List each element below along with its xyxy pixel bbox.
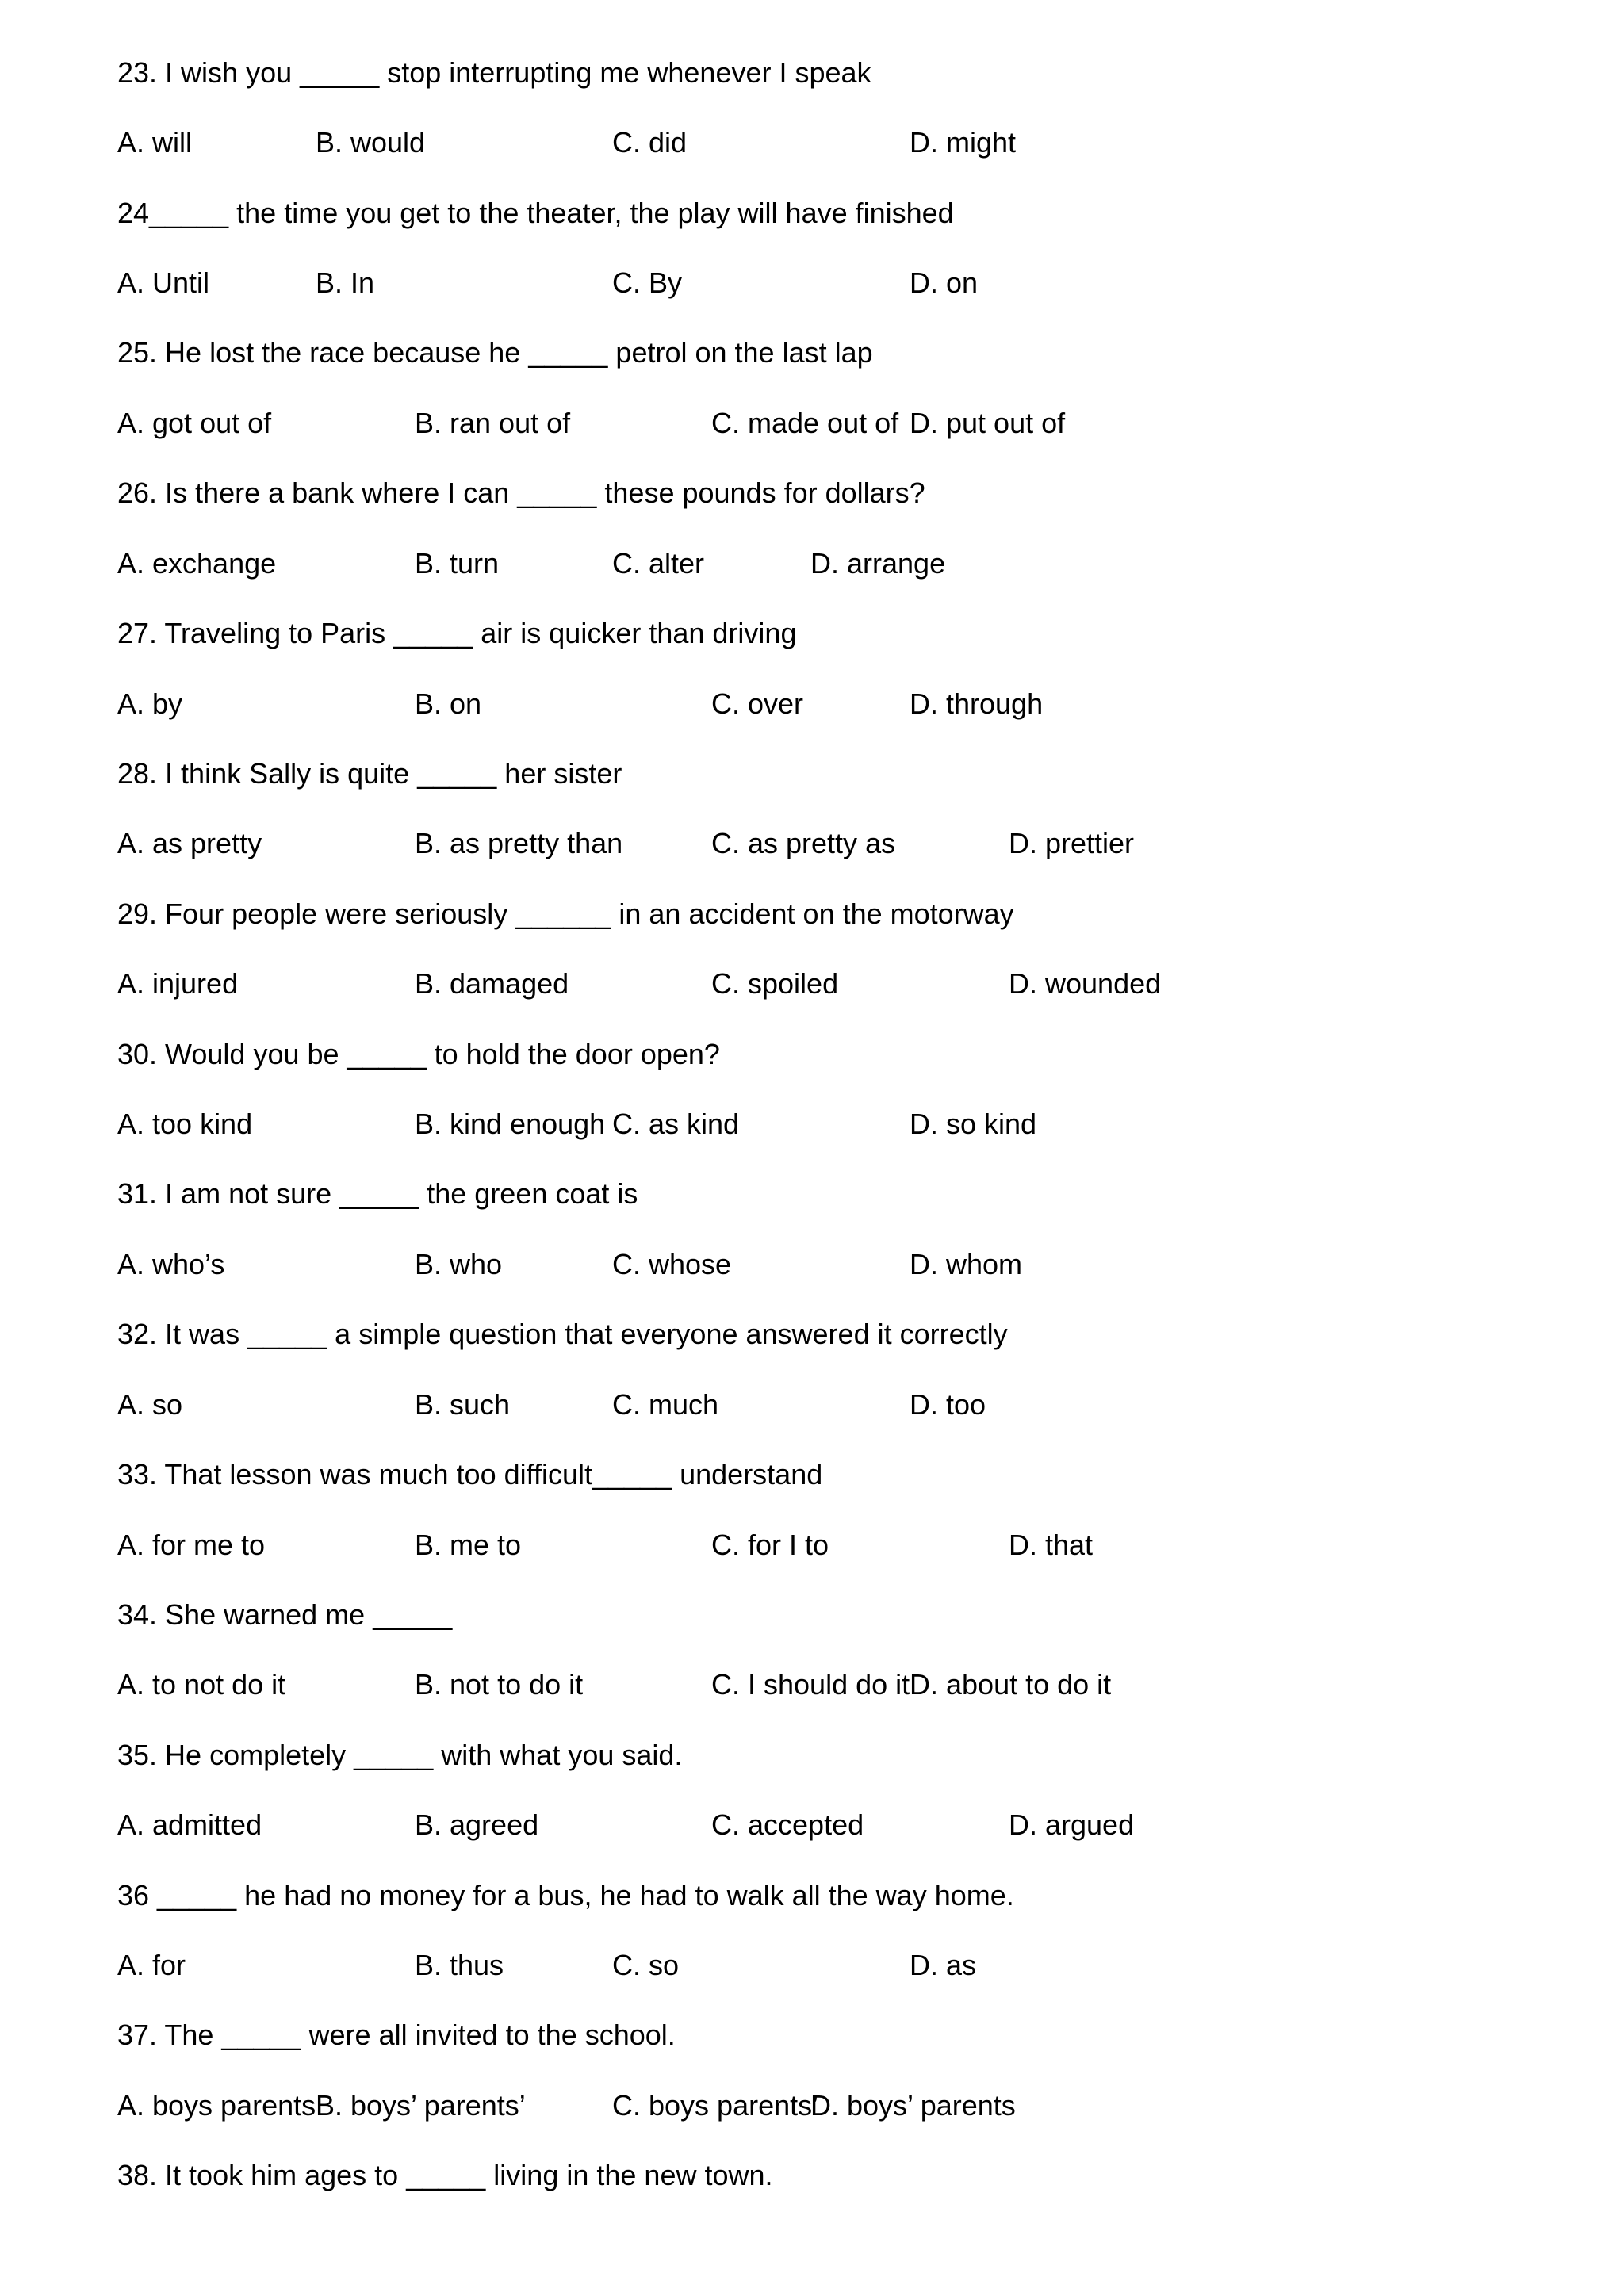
option-d: D. through <box>910 687 1044 720</box>
option-a: A. too kind <box>117 1108 253 1140</box>
option-b: B. damaged <box>415 967 569 1000</box>
option-d: D. on <box>910 266 979 299</box>
question-stem <box>0 890 1624 938</box>
question-stem <box>0 1031 1624 1078</box>
question-text: 24_____ the time you get to the theater, the play will have finished <box>117 197 954 229</box>
option-a: A. admitted <box>117 1808 262 1841</box>
question-stem <box>0 750 1624 798</box>
option-d: D. too <box>910 1388 986 1421</box>
option-d: D. boys’ parents <box>810 2089 1016 2122</box>
option-b: B. In <box>316 266 375 299</box>
option-b: B. thus <box>415 1949 504 1981</box>
answer-options <box>0 1942 1624 1989</box>
question-text: 35. He completely _____ with what you said. <box>117 1739 683 1771</box>
question-stem <box>0 1170 1624 1218</box>
option-d: D. wounded <box>1009 967 1162 1000</box>
question-text: 36 _____ he had no money for a bus, he had to walk all the way home. <box>117 1879 1014 1911</box>
option-c: C. so <box>612 1949 680 1981</box>
option-c: C. over <box>711 687 804 720</box>
option-a: A. so <box>117 1388 183 1421</box>
option-c: C. whose <box>612 1248 732 1280</box>
option-d: D. whom <box>910 1248 1023 1280</box>
option-d: D. might <box>910 126 1017 159</box>
option-c: C. spoiled <box>711 967 839 1000</box>
option-b: B. agreed <box>415 1808 539 1841</box>
question-text: 25. He lost the race because he _____ petrol on the last lap <box>117 336 873 369</box>
option-a: A. will <box>117 126 193 159</box>
option-a: A. got out of <box>117 407 272 439</box>
option-d: D. prettier <box>1009 827 1135 859</box>
option-b: B. boys’ parents’ <box>316 2089 526 2122</box>
answer-options <box>0 1241 1624 1288</box>
option-b: B. on <box>415 687 482 720</box>
question-text: 23. I wish you _____ stop interrupting me whenever I speak <box>117 56 871 89</box>
option-d: D. argued <box>1009 1808 1135 1841</box>
answer-options <box>0 960 1624 1008</box>
option-a: A. for me to <box>117 1529 266 1561</box>
option-b: B. me to <box>415 1529 522 1561</box>
question-stem <box>0 1732 1624 1779</box>
option-a: A. for <box>117 1949 186 1981</box>
answer-options <box>0 119 1624 166</box>
answer-options <box>0 540 1624 587</box>
question-text: 28. I think Sally is quite _____ her sister <box>117 757 622 790</box>
answer-options <box>0 1381 1624 1429</box>
question-text: 29. Four people were seriously ______ in an accident on the motorway <box>117 897 1014 930</box>
answer-options <box>0 2082 1624 2130</box>
option-c: C. did <box>612 126 688 159</box>
option-c: C. much <box>612 1388 719 1421</box>
answer-options <box>0 1521 1624 1569</box>
option-d: D. that <box>1009 1529 1094 1561</box>
question-text: 32. It was _____ a simple question that everyone answered it correctly <box>117 1318 1008 1350</box>
question-stem <box>0 1591 1624 1639</box>
question-stem <box>0 469 1624 517</box>
option-c: C. as kind <box>612 1108 740 1140</box>
option-a: A. Until <box>117 266 210 299</box>
answer-options <box>0 1801 1624 1849</box>
option-c: C. made out of <box>711 407 899 439</box>
question-stem <box>0 189 1624 237</box>
option-a: A. injured <box>117 967 239 1000</box>
answer-options <box>0 259 1624 307</box>
option-d: D. so kind <box>910 1108 1037 1140</box>
option-c: C. By <box>612 266 683 299</box>
question-stem <box>0 610 1624 657</box>
option-d: D. put out of <box>910 407 1066 439</box>
option-a: A. boys parents <box>117 2089 316 2122</box>
answer-options <box>0 680 1624 728</box>
option-a: A. to not do it <box>117 1668 286 1701</box>
question-text: 38. It took him ages to _____ living in the new town. <box>117 2159 773 2191</box>
option-c: C. alter <box>612 547 705 580</box>
option-b: B. not to do it <box>415 1668 584 1701</box>
question-stem <box>0 2152 1624 2199</box>
option-a: A. who’s <box>117 1248 225 1280</box>
option-d: D. as <box>910 1949 977 1981</box>
question-text: 26. Is there a bank where I can _____ these pounds for dollars? <box>117 476 925 509</box>
option-d: D. about to do it <box>910 1668 1112 1701</box>
question-stem <box>0 1311 1624 1358</box>
option-b: B. as pretty than <box>415 827 623 859</box>
option-a: A. as pretty <box>117 827 262 859</box>
option-b: B. who <box>415 1248 503 1280</box>
question-stem <box>0 329 1624 377</box>
option-a: A. by <box>117 687 183 720</box>
option-c: C. for I to <box>711 1529 829 1561</box>
question-text: 37. The _____ were all invited to the school. <box>117 2019 676 2051</box>
option-b: B. turn <box>415 547 500 580</box>
option-c: C. I should do it <box>711 1668 910 1701</box>
answer-options <box>0 1661 1624 1709</box>
option-c: C. accepted <box>711 1808 864 1841</box>
question-stem <box>0 2011 1624 2059</box>
option-b: B. ran out of <box>415 407 571 439</box>
option-d: D. arrange <box>810 547 946 580</box>
answer-options <box>0 820 1624 867</box>
question-stem <box>0 49 1624 97</box>
question-text: 34. She warned me _____ <box>117 1598 453 1631</box>
answer-options <box>0 1100 1624 1148</box>
question-stem <box>0 1872 1624 1919</box>
option-c: C. as pretty as <box>711 827 896 859</box>
question-text: 27. Traveling to Paris _____ air is quicker than driving <box>117 617 797 649</box>
question-stem <box>0 1451 1624 1498</box>
question-text: 33. That lesson was much too difficult_____ understand <box>117 1458 823 1490</box>
option-b: B. such <box>415 1388 511 1421</box>
question-text: 31. I am not sure _____ the green coat is <box>117 1177 638 1210</box>
option-b: B. would <box>316 126 426 159</box>
option-c: C. boys parents’ <box>612 2089 819 2122</box>
question-text: 30. Would you be _____ to hold the door open? <box>117 1038 720 1070</box>
answer-options <box>0 400 1624 447</box>
option-b: B. kind enough <box>415 1108 606 1140</box>
option-a: A. exchange <box>117 547 277 580</box>
